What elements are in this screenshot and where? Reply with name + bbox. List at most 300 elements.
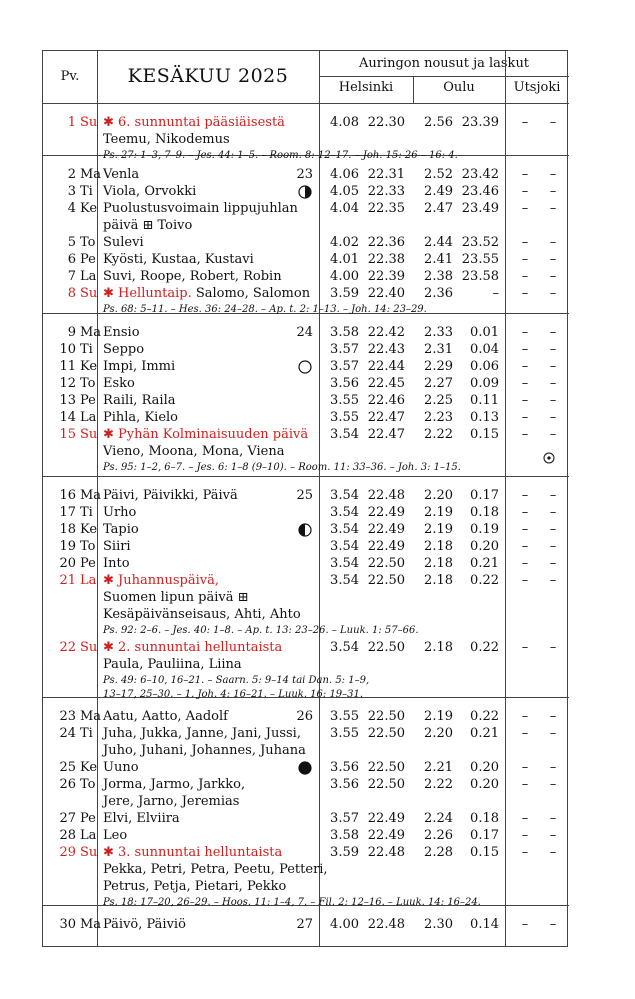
name-day: Leo — [103, 828, 128, 843]
city-helsinki: Helsinki — [338, 80, 394, 95]
helsinki-sunset: 22.44 — [367, 359, 405, 374]
day-number: 21 — [59, 573, 76, 588]
name-day: Siiri — [103, 539, 131, 554]
oulu-sunrise: 2.18 — [424, 573, 453, 588]
oulu-sunrise: 2.18 — [424, 640, 453, 655]
oulu-sunset: 0.15 — [470, 427, 499, 442]
helsinki-sunrise: 3.54 — [330, 539, 359, 554]
weekday: La — [80, 269, 97, 284]
weekday: Su — [80, 115, 98, 130]
utsjoki-sunset: – — [549, 167, 557, 182]
helsinki-sunrise: 4.05 — [330, 184, 359, 199]
scripture-reference: Ps. 92: 2–6. – Jes. 40: 1–8. – Ap. t. 13: 23–26. – Luuk. 1: 57–66. — [103, 625, 419, 636]
oulu-sunrise: 2.18 — [424, 556, 453, 571]
day-number: 24 — [59, 726, 76, 741]
page-title: KESÄKUU 2025 — [127, 65, 289, 87]
day-number: 1 — [67, 115, 76, 130]
holiday-name: ✱ 3. sunnuntai helluntaista — [103, 845, 283, 860]
week-number: 27 — [296, 917, 313, 932]
helsinki-sunrise: 4.08 — [330, 115, 359, 130]
name-day: Impi, Immi — [103, 359, 176, 374]
utsjoki-sunset: – — [549, 235, 557, 250]
oulu-sunset: 0.20 — [470, 539, 499, 554]
weekday: Ti — [80, 505, 93, 520]
weekday: Ti — [80, 342, 93, 357]
name-day: Venla — [103, 167, 140, 182]
helsinki-sunrise: 3.54 — [330, 427, 359, 442]
utsjoki-sunrise: – — [521, 269, 529, 284]
helsinki-sunset: 22.31 — [367, 167, 405, 182]
utsjoki-sunset: – — [549, 539, 557, 554]
utsjoki-sunrise: – — [521, 325, 529, 340]
name-day: Aatu, Aatto, Aadolf — [103, 709, 228, 724]
day-number: 18 — [59, 522, 76, 537]
day-number: 26 — [59, 777, 76, 792]
day-number: 3 — [67, 184, 76, 199]
utsjoki-sunrise: – — [521, 811, 529, 826]
weekday: To — [80, 539, 96, 554]
helsinki-sunset: 22.48 — [367, 488, 405, 503]
utsjoki-sunset: – — [549, 828, 557, 843]
oulu-sunrise: 2.27 — [424, 376, 453, 391]
helsinki-sunrise: 3.54 — [330, 522, 359, 537]
helsinki-sunset: 22.49 — [367, 505, 405, 520]
utsjoki-sunrise: – — [521, 342, 529, 357]
utsjoki-sunset: – — [549, 427, 557, 442]
holiday-name: ✱ Pyhän Kolminaisuuden päivä — [103, 427, 309, 442]
moon-last-quarter-icon — [298, 523, 312, 537]
week-number: 26 — [296, 709, 313, 724]
name-day: Jorma, Jarmo, Jarkko, — [103, 777, 246, 792]
utsjoki-sunset: – — [549, 709, 557, 724]
scripture-reference: Ps. 18: 17–20, 26–29. – Hoos. 11: 1–4, 7. – Fil. 2: 12–16. – Luuk. 14: 16–24. — [103, 897, 481, 908]
helsinki-sunrise: 3.57 — [330, 811, 359, 826]
name-day: Esko — [103, 376, 135, 391]
helsinki-sunrise: 3.54 — [330, 556, 359, 571]
utsjoki-sunrise: – — [521, 488, 529, 503]
name-day: Puolustusvoimain lippujuhlan — [103, 201, 298, 216]
name-day: päivä ⊞ Toivo — [103, 218, 193, 233]
utsjoki-sunrise: – — [521, 845, 529, 860]
oulu-sunrise: 2.56 — [424, 115, 453, 130]
utsjoki-sunset: – — [549, 505, 557, 520]
utsjoki-sunset: – — [549, 252, 557, 267]
helsinki-sunrise: 3.54 — [330, 573, 359, 588]
utsjoki-sunrise: – — [521, 828, 529, 843]
weekday: Ma — [80, 709, 102, 724]
helsinki-sunrise: 3.58 — [330, 828, 359, 843]
helsinki-sunrise: 3.55 — [330, 709, 359, 724]
utsjoki-sunset: – — [549, 522, 557, 537]
day-number: 14 — [59, 410, 76, 425]
holiday-name: ✱ 6. sunnuntai pääsiäisestä — [103, 115, 285, 130]
utsjoki-sunset: – — [549, 640, 557, 655]
oulu-sunset: 0.17 — [470, 488, 499, 503]
weekday: Ke — [80, 201, 98, 216]
helsinki-sunset: 22.50 — [367, 760, 405, 775]
helsinki-sunset: 22.33 — [367, 184, 405, 199]
midnight-sun-icon — [543, 452, 555, 464]
oulu-sunrise: 2.22 — [424, 427, 453, 442]
oulu-sunrise: 2.36 — [424, 286, 453, 301]
utsjoki-sunset: – — [549, 269, 557, 284]
oulu-sunset: 0.18 — [470, 505, 499, 520]
oulu-sunrise: 2.29 — [424, 359, 453, 374]
helsinki-sunrise: 3.56 — [330, 760, 359, 775]
name-day: Kyösti, Kustaa, Kustavi — [103, 252, 254, 267]
day-number: 23 — [59, 709, 76, 724]
moon-new-icon — [298, 761, 312, 775]
city-oulu: Oulu — [443, 80, 475, 95]
oulu-sunset: 23.46 — [461, 184, 499, 199]
utsjoki-sunset: – — [549, 573, 557, 588]
utsjoki-sunrise: – — [521, 252, 529, 267]
day-number: 8 — [67, 286, 76, 301]
helsinki-sunrise: 4.06 — [330, 167, 359, 182]
oulu-sunset: 23.52 — [461, 235, 499, 250]
week-number: 25 — [296, 488, 313, 503]
weekday: Pe — [80, 393, 96, 408]
day-number: 25 — [59, 760, 76, 775]
oulu-sunrise: 2.23 — [424, 410, 453, 425]
name-day: Petrus, Petja, Pietari, Pekko — [103, 879, 287, 894]
utsjoki-sunrise: – — [521, 235, 529, 250]
oulu-sunset: 0.20 — [470, 777, 499, 792]
helsinki-sunset: 22.47 — [367, 410, 405, 425]
moon-first-quarter-icon — [298, 185, 312, 199]
weekday: Ti — [80, 726, 93, 741]
oulu-sunset: 23.49 — [461, 201, 499, 216]
helsinki-sunset: 22.49 — [367, 811, 405, 826]
utsjoki-sunset: – — [549, 342, 557, 357]
helsinki-sunset: 22.49 — [367, 539, 405, 554]
moon-full-icon — [298, 360, 312, 374]
utsjoki-sunrise: – — [521, 522, 529, 537]
oulu-sunset: 0.18 — [470, 811, 499, 826]
weekday: To — [80, 235, 96, 250]
oulu-sunset: 0.01 — [470, 325, 499, 340]
oulu-sunrise: 2.18 — [424, 539, 453, 554]
utsjoki-sunset: – — [549, 359, 557, 374]
helsinki-sunrise: 4.00 — [330, 269, 359, 284]
oulu-sunrise: 2.33 — [424, 325, 453, 340]
weekday: La — [80, 573, 97, 588]
oulu-sunrise: 2.44 — [424, 235, 453, 250]
weekday: To — [80, 777, 96, 792]
utsjoki-sunset: – — [549, 184, 557, 199]
weekday: La — [80, 828, 97, 843]
name-day: Seppo — [103, 342, 145, 357]
utsjoki-sunrise: – — [521, 573, 529, 588]
helsinki-sunrise: 3.59 — [330, 845, 359, 860]
utsjoki-sunrise: – — [521, 640, 529, 655]
name-day: Uuno — [103, 760, 139, 775]
day-number: 17 — [59, 505, 76, 520]
oulu-sunset: 0.09 — [470, 376, 499, 391]
day-number: 12 — [59, 376, 76, 391]
utsjoki-sunset: – — [549, 376, 557, 391]
weekday: To — [80, 376, 96, 391]
helsinki-sunset: 22.48 — [367, 917, 405, 932]
helsinki-sunrise: 3.55 — [330, 410, 359, 425]
day-number: 20 — [59, 556, 76, 571]
oulu-sunrise: 2.19 — [424, 522, 453, 537]
helsinki-sunset: 22.40 — [367, 286, 405, 301]
name-day: Elvi, Elviira — [103, 811, 180, 826]
utsjoki-sunset: – — [549, 777, 557, 792]
city-utsjoki: Utsjoki — [513, 80, 561, 95]
name-day: Päivi, Päivikki, Päivä — [103, 488, 238, 503]
weekday: Ke — [80, 359, 98, 374]
utsjoki-sunrise: – — [521, 556, 529, 571]
utsjoki-sunrise: – — [521, 505, 529, 520]
utsjoki-sunset: – — [549, 811, 557, 826]
helsinki-sunrise: 3.57 — [330, 359, 359, 374]
oulu-sunrise: 2.31 — [424, 342, 453, 357]
utsjoki-sunrise: – — [521, 359, 529, 374]
week-number: 24 — [296, 325, 313, 340]
oulu-sunrise: 2.20 — [424, 726, 453, 741]
week-number: 23 — [296, 167, 313, 182]
helsinki-sunset: 22.39 — [367, 269, 405, 284]
day-number: 2 — [67, 167, 76, 182]
scripture-reference: 13–17, 25–30. – 1. Joh. 4: 16–21. – Luuk. 16: 19–31. — [103, 689, 364, 700]
utsjoki-sunrise: – — [521, 410, 529, 425]
day-number: 19 — [59, 539, 76, 554]
name-day: Suvi, Roope, Robert, Robin — [103, 269, 282, 284]
utsjoki-sunset: – — [549, 845, 557, 860]
oulu-sunset: 0.13 — [470, 410, 499, 425]
scripture-reference: Ps. 95: 1–2, 6–7. – Jes. 6: 1–8 (9–10). – Room. 11: 33–36. – Joh. 3: 1–15. — [103, 462, 461, 473]
oulu-sunset: 0.19 — [470, 522, 499, 537]
utsjoki-sunset: – — [549, 726, 557, 741]
scripture-reference: Ps. 68: 5–11. – Hes. 36: 24–28. – Ap. t. 2: 1–13. – Joh. 14: 23–29. — [103, 304, 427, 315]
name-day: Viola, Orvokki — [103, 184, 197, 199]
weekday: Pe — [80, 811, 96, 826]
helsinki-sunrise: 4.04 — [330, 201, 359, 216]
utsjoki-sunset: – — [549, 325, 557, 340]
name-day: Into — [103, 556, 130, 571]
helsinki-sunset: 22.50 — [367, 573, 405, 588]
weekday: Su — [80, 640, 98, 655]
helsinki-sunset: 22.30 — [367, 115, 405, 130]
oulu-sunrise: 2.38 — [424, 269, 453, 284]
name-day: Päivö, Päiviö — [103, 917, 186, 932]
helsinki-sunrise: 3.58 — [330, 325, 359, 340]
name-day: Salomo, Salomon — [191, 286, 311, 301]
helsinki-sunset: 22.43 — [367, 342, 405, 357]
name-day: Suomen lipun päivä ⊞ — [103, 590, 249, 605]
day-number: 28 — [59, 828, 76, 843]
day-number: 13 — [59, 393, 76, 408]
day-number: 10 — [59, 342, 76, 357]
oulu-sunset: 0.21 — [470, 556, 499, 571]
helsinki-sunrise: 4.01 — [330, 252, 359, 267]
weekday: Ke — [80, 522, 98, 537]
oulu-sunrise: 2.41 — [424, 252, 453, 267]
helsinki-sunrise: 3.59 — [330, 286, 359, 301]
day-number: 5 — [67, 235, 76, 250]
name-day: Paula, Pauliina, Liina — [103, 657, 242, 672]
helsinki-sunset: 22.48 — [367, 845, 405, 860]
helsinki-sunrise: 3.57 — [330, 342, 359, 357]
holiday-name: ✱ Juhannuspäivä, — [103, 573, 219, 588]
oulu-sunset: 0.14 — [470, 917, 499, 932]
oulu-sunrise: 2.25 — [424, 393, 453, 408]
oulu-sunset: 0.22 — [470, 640, 499, 655]
oulu-sunset: 0.22 — [470, 573, 499, 588]
name-day: Tapio — [103, 522, 139, 537]
utsjoki-sunrise: – — [521, 726, 529, 741]
helsinki-sunset: 22.49 — [367, 522, 405, 537]
name-day: Vieno, Moona, Mona, Viena — [103, 444, 285, 459]
oulu-sunrise: 2.19 — [424, 505, 453, 520]
name-day: Pihla, Kielo — [103, 410, 178, 425]
weekday: Su — [80, 427, 98, 442]
day-number: 27 — [59, 811, 76, 826]
holiday-name: ✱ 2. sunnuntai helluntaista — [103, 640, 283, 655]
scripture-reference: Ps. 49: 6–10, 16–21. – Saarn. 5: 9–14 tai Dan. 5: 1–9, — [103, 675, 370, 686]
helsinki-sunset: 22.35 — [367, 201, 405, 216]
name-day: Kesäpäivänseisaus, Ahti, Ahto — [103, 607, 301, 622]
utsjoki-sunrise: – — [521, 393, 529, 408]
helsinki-sunset: 22.46 — [367, 393, 405, 408]
utsjoki-sunset: – — [549, 556, 557, 571]
weekday: Pe — [80, 252, 96, 267]
utsjoki-sunrise: – — [521, 376, 529, 391]
utsjoki-sunset: – — [549, 286, 557, 301]
helsinki-sunset: 22.50 — [367, 777, 405, 792]
utsjoki-sunrise: – — [521, 777, 529, 792]
utsjoki-sunset: – — [549, 393, 557, 408]
day-number: 22 — [59, 640, 76, 655]
helsinki-sunset: 22.38 — [367, 252, 405, 267]
oulu-sunset: 0.17 — [470, 828, 499, 843]
oulu-sunset: 0.22 — [470, 709, 499, 724]
name-day: Ensio — [103, 325, 140, 340]
utsjoki-sunrise: – — [521, 167, 529, 182]
sun-times-title: Auringon nousut ja laskut — [358, 56, 530, 71]
name-day: Raili, Raila — [103, 393, 176, 408]
helsinki-sunrise: 4.00 — [330, 917, 359, 932]
helsinki-sunrise: 3.54 — [330, 488, 359, 503]
name-day: Juha, Jukka, Janne, Jani, Jussi, — [103, 726, 301, 741]
helsinki-sunset: 22.42 — [367, 325, 405, 340]
name-day: Teemu, Nikodemus — [103, 132, 230, 147]
oulu-sunset: 23.58 — [461, 269, 499, 284]
weekday: Ma — [80, 325, 102, 340]
header — [43, 51, 569, 104]
name-day: Sulevi — [103, 235, 144, 250]
oulu-sunset: 0.04 — [470, 342, 499, 357]
helsinki-sunrise: 3.55 — [330, 726, 359, 741]
calendar-page — [42, 50, 568, 947]
helsinki-sunset: 22.50 — [367, 556, 405, 571]
weekday: Ti — [80, 184, 93, 199]
oulu-sunset: 0.20 — [470, 760, 499, 775]
oulu-sunrise: 2.49 — [424, 184, 453, 199]
oulu-sunset: 0.15 — [470, 845, 499, 860]
helsinki-sunset: 22.50 — [367, 726, 405, 741]
helsinki-sunrise: 3.54 — [330, 640, 359, 655]
day-number: 30 — [59, 917, 76, 932]
helsinki-sunset: 22.45 — [367, 376, 405, 391]
utsjoki-sunrise: – — [521, 427, 529, 442]
oulu-sunset: 0.11 — [470, 393, 499, 408]
holiday-name: ✱ Helluntaip. Salomo, Salomon — [103, 286, 311, 301]
weekday: Ma — [80, 167, 102, 182]
oulu-sunrise: 2.47 — [424, 201, 453, 216]
oulu-sunrise: 2.28 — [424, 845, 453, 860]
day-number: 9 — [67, 325, 76, 340]
helsinki-sunset: 22.47 — [367, 427, 405, 442]
name-day: Jere, Jarno, Jeremias — [103, 794, 240, 809]
utsjoki-sunrise: – — [521, 184, 529, 199]
helsinki-sunset: 22.49 — [367, 828, 405, 843]
helsinki-sunrise: 3.56 — [330, 376, 359, 391]
day-number: 29 — [59, 845, 76, 860]
utsjoki-sunrise: – — [521, 709, 529, 724]
oulu-sunset: 0.21 — [470, 726, 499, 741]
weekday: Pe — [80, 556, 96, 571]
oulu-sunrise: 2.20 — [424, 488, 453, 503]
day-number: 11 — [59, 359, 76, 374]
weekday: Su — [80, 286, 98, 301]
oulu-sunrise: 2.24 — [424, 811, 453, 826]
weekday: Ma — [80, 917, 102, 932]
day-number: 6 — [67, 252, 76, 267]
oulu-sunrise: 2.26 — [424, 828, 453, 843]
oulu-sunset: 23.39 — [461, 115, 499, 130]
oulu-sunset: 0.06 — [470, 359, 499, 374]
utsjoki-sunset: – — [549, 488, 557, 503]
utsjoki-sunrise: – — [521, 201, 529, 216]
oulu-sunset: – — [492, 286, 499, 301]
day-number: 15 — [59, 427, 76, 442]
oulu-sunset: 23.42 — [461, 167, 499, 182]
utsjoki-sunrise: – — [521, 286, 529, 301]
oulu-sunrise: 2.52 — [424, 167, 453, 182]
helsinki-sunset: 22.50 — [367, 709, 405, 724]
utsjoki-sunrise: – — [521, 115, 529, 130]
utsjoki-sunset: – — [549, 201, 557, 216]
utsjoki-sunset: – — [549, 917, 557, 932]
day-number: 16 — [59, 488, 76, 503]
day-number: 4 — [67, 201, 76, 216]
weekday: Ke — [80, 760, 98, 775]
utsjoki-sunrise: – — [521, 917, 529, 932]
weekday: Su — [80, 845, 98, 860]
utsjoki-sunrise: – — [521, 760, 529, 775]
utsjoki-sunrise: – — [521, 539, 529, 554]
helsinki-sunrise: 3.56 — [330, 777, 359, 792]
helsinki-sunrise: 4.02 — [330, 235, 359, 250]
scripture-reference: Ps. 27: 1–3, 7–9. – Jes. 44: 1–5. – Room. 8: 12–17. – Joh. 15: 26 – 16: 4. — [103, 150, 458, 161]
day-number: 7 — [67, 269, 76, 284]
name-day: Urho — [103, 505, 137, 520]
weekday: La — [80, 410, 97, 425]
oulu-sunrise: 2.19 — [424, 709, 453, 724]
oulu-sunrise: 2.22 — [424, 777, 453, 792]
oulu-sunrise: 2.30 — [424, 917, 453, 932]
oulu-sunrise: 2.21 — [424, 760, 453, 775]
utsjoki-sunset: – — [549, 115, 557, 130]
helsinki-sunset: 22.36 — [367, 235, 405, 250]
helsinki-sunrise: 3.55 — [330, 393, 359, 408]
weekday: Ma — [80, 488, 102, 503]
helsinki-sunrise: 3.54 — [330, 505, 359, 520]
helsinki-sunset: 22.50 — [367, 640, 405, 655]
